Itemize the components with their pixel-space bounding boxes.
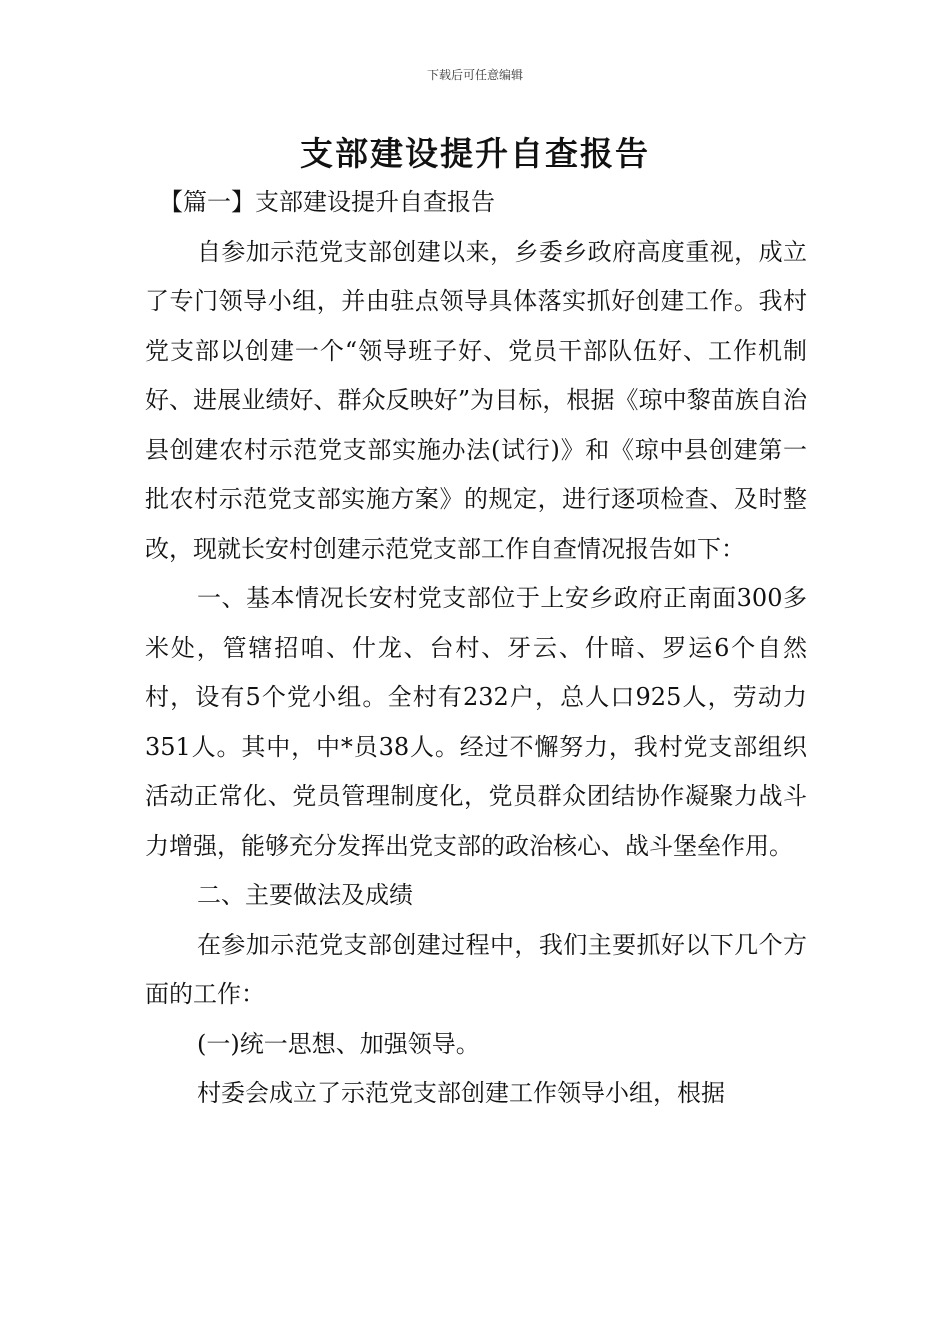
paragraph-basic-situation: 一、基本情况长安村党支部位于上安乡政府正南面300多米处，管辖招咱、什龙、台村、牙云、什暗、罗运6个自然村，设有5个党小组。全村有232户，总人口925人，劳动力351人。其中，中*员38人。经过不懈努力，我村党支部组织活动正常化、党员管理制度化，党员群众团结协作凝聚力战斗力增强，能够充分发挥出党支部的政治核心、战斗堡垒作用。 bbox=[145, 584, 807, 860]
paragraph-practices-intro: 在参加示范党支部创建过程中，我们主要抓好以下几个方面的工作： bbox=[145, 930, 807, 1008]
heading-unify-thinking: (一)统一思想、加强领导。 bbox=[197, 1029, 480, 1058]
section-subtitle: 【篇一】支部建设提升自查报告 bbox=[159, 188, 495, 216]
paragraph-committee: 村委会成立了示范党支部创建工作领导小组，根据 bbox=[197, 1079, 725, 1107]
document-title: 支部建设提升自查报告 bbox=[300, 134, 650, 173]
document-body bbox=[145, 178, 807, 1119]
header-note: 下载后可任意编辑 bbox=[426, 68, 523, 82]
paragraph-intro: 自参加示范党支部创建以来，乡委乡政府高度重视，成立了专门领导小组，并由驻点领导具体落实抓好创建工作。我村党支部以创建一个“领导班子好、党员干部队伍好、工作机制好、进展业绩好、群众反映好”为目标，根据《琼中黎苗族自治县创建农村示范党支部实施办法(试行)》和《琼中县创建第一批农村示范党支部实施方案》的规定，进行逐项检查、及时整改，现就长安村创建示范党支部工作自查情况报告如下： bbox=[145, 237, 807, 563]
heading-main-practices: 二、主要做法及成绩 bbox=[197, 881, 413, 909]
